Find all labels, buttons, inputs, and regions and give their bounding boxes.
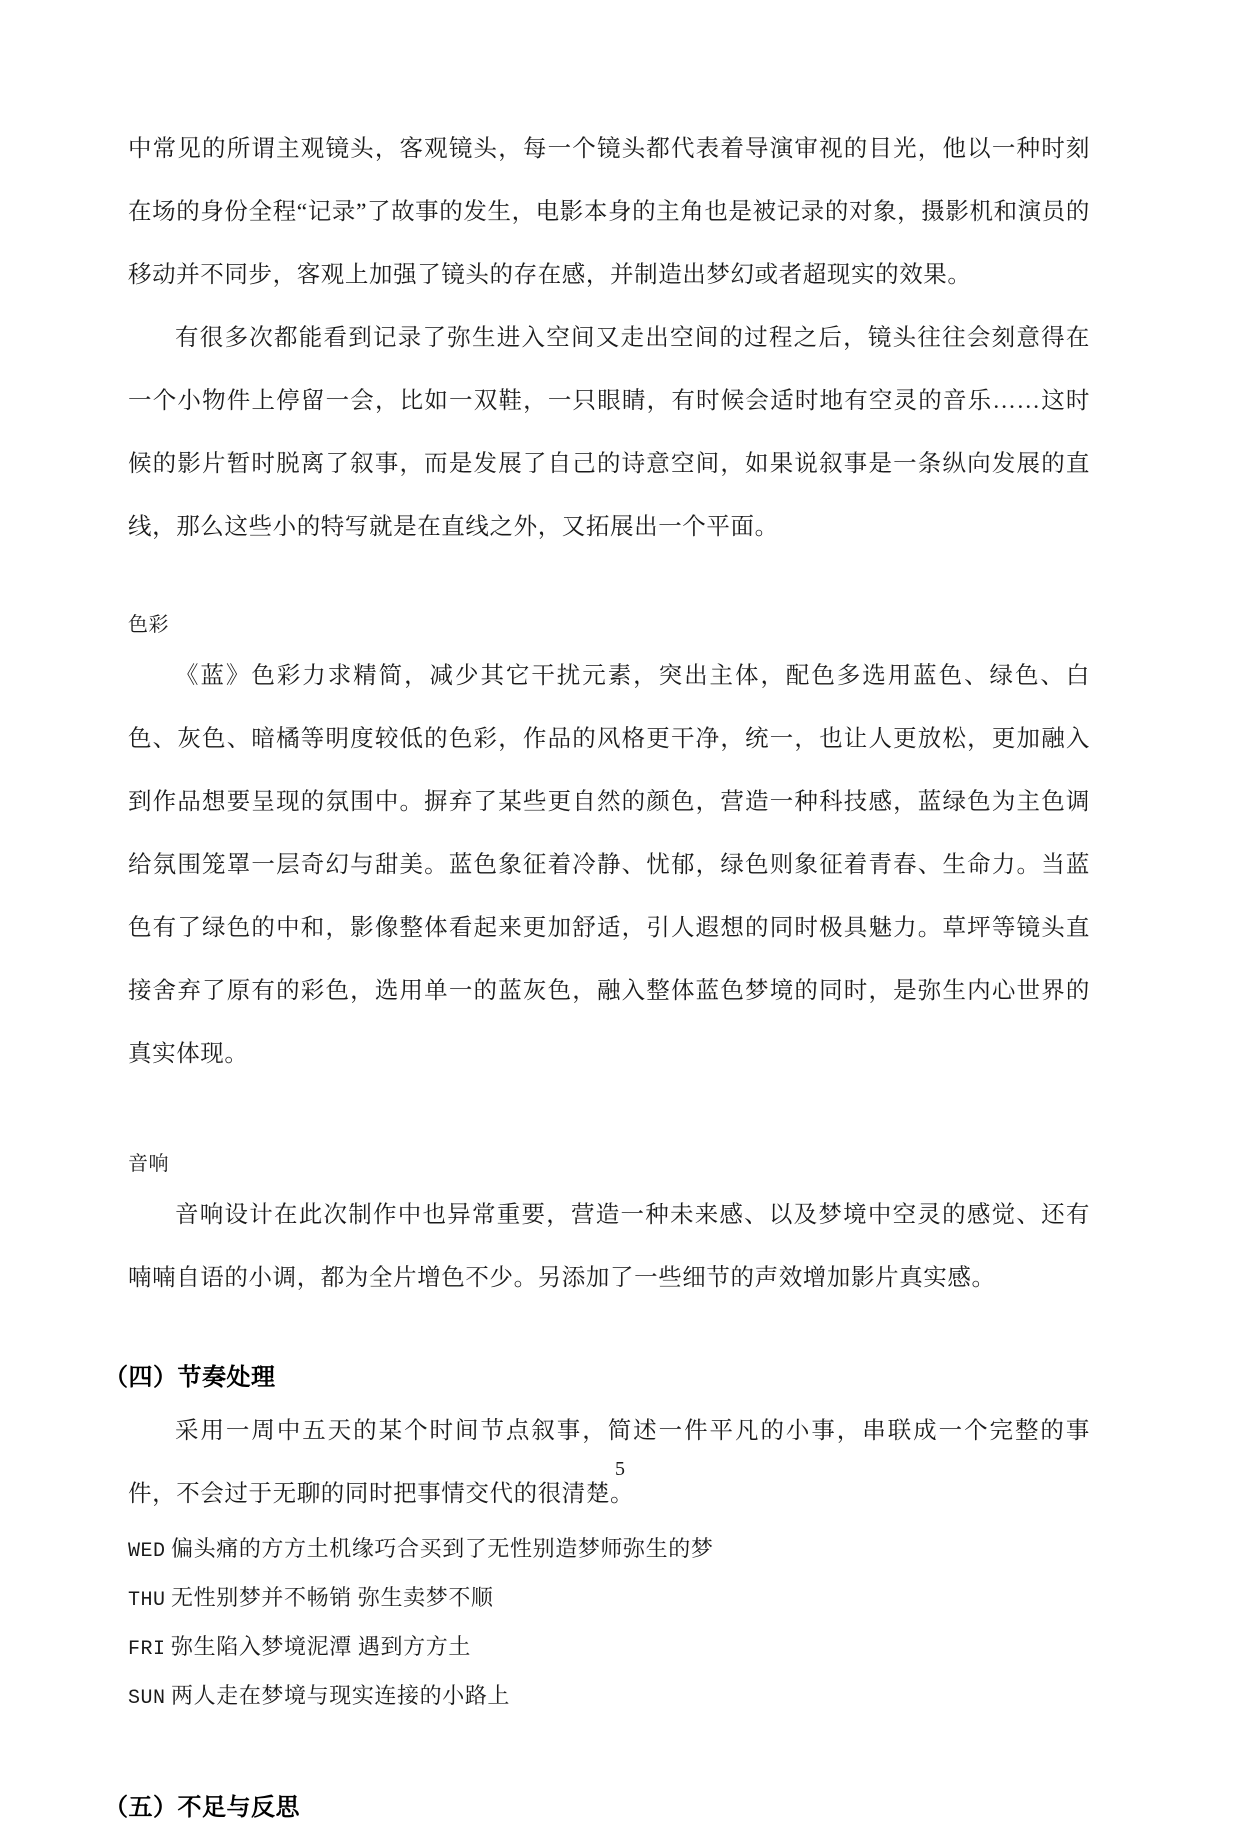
spacer bbox=[128, 1310, 1090, 1356]
paragraph-sound: 音响设计在此次制作中也异常重要，营造一种未来感、以及梦境中空灵的感觉、还有喃喃自语的小调，都为全片增色不少。另添加了一些细节的声效增加影片真实感。 bbox=[128, 1202, 1090, 1291]
schedule-list bbox=[128, 1526, 1090, 1722]
page-number: 5 bbox=[615, 1458, 625, 1480]
spacer bbox=[128, 1086, 1090, 1144]
schedule-text: 无性别梦并不畅销 弥生卖梦不顺 bbox=[171, 1585, 494, 1610]
section-heading-reflection: （五）不足与反思 bbox=[104, 1794, 300, 1821]
paragraph-poetic-space: 有很多次都能看到记录了弥生进入空间又走出空间的过程之后，镜头往往会刻意得在一个小物件上停留一会，比如一双鞋，一只眼睛，有时候会适时地有空灵的音乐……这时候的影片暂时脱离了叙事，而是发展了自己的诗意空间，如果说叙事是一条纵向发展的直线，那么这些小的特写就是在直线之外，又拓展出一个平面。 bbox=[128, 325, 1090, 540]
page-content bbox=[104, 118, 1090, 1830]
schedule-text: 弥生陷入梦境泥潭 遇到方方土 bbox=[171, 1634, 471, 1659]
subheading-color: 色彩 bbox=[128, 614, 169, 636]
list-item bbox=[128, 1624, 1090, 1673]
list-item bbox=[128, 1673, 1090, 1722]
paragraph-camera-continued: 中常见的所谓主观镜头，客观镜头，每一个镜头都代表着导演审视的目光，他以一种时刻在场的身份全程“记录”了故事的发生，电影本身的主角也是被记录的对象，摄影机和演员的移动并不同步，客观上加强了镜头的存在感，并制造出梦幻或者超现实的效果。 bbox=[128, 136, 1090, 288]
subheading-sound: 音响 bbox=[128, 1153, 169, 1175]
schedule-day: FRI bbox=[128, 1638, 166, 1661]
schedule-text: 两人走在梦境与现实连接的小路上 bbox=[171, 1683, 511, 1708]
spacer bbox=[128, 1722, 1090, 1786]
section-heading-rhythm: （四）节奏处理 bbox=[104, 1364, 276, 1391]
spacer bbox=[128, 559, 1090, 605]
list-item bbox=[128, 1526, 1090, 1575]
schedule-day: THU bbox=[128, 1589, 166, 1612]
schedule-day: SUN bbox=[128, 1687, 166, 1710]
list-item bbox=[128, 1575, 1090, 1624]
paragraph-rhythm: 采用一周中五天的某个时间节点叙事，简述一件平凡的小事，串联成一个完整的事件，不会过于无聊的同时把事情交代的很清楚。 bbox=[128, 1418, 1090, 1507]
paragraph-color: 《蓝》色彩力求精简，减少其它干扰元素，突出主体，配色多选用蓝色、绿色、白色、灰色、暗橘等明度较低的色彩，作品的风格更干净，统一，也让人更放松，更加融入到作品想要呈现的氛围中。摒弃了某些更自然的颜色，营造一种科技感，蓝绿色为主色调给氛围笼罩一层奇幻与甜美。蓝色象征着冷静、忧郁，绿色则象征着青春、生命力。当蓝色有了绿色的中和，影像整体看起来更加舒适，引人遐想的同时极具魅力。草坪等镜头直接舍弃了原有的彩色，选用单一的蓝灰色，融入整体蓝色梦境的同时，是弥生内心世界的真实体现。 bbox=[128, 663, 1090, 1067]
schedule-text: 偏头痛的方方土机缘巧合买到了无性别造梦师弥生的梦 bbox=[171, 1536, 714, 1561]
schedule-day: WED bbox=[128, 1540, 166, 1563]
